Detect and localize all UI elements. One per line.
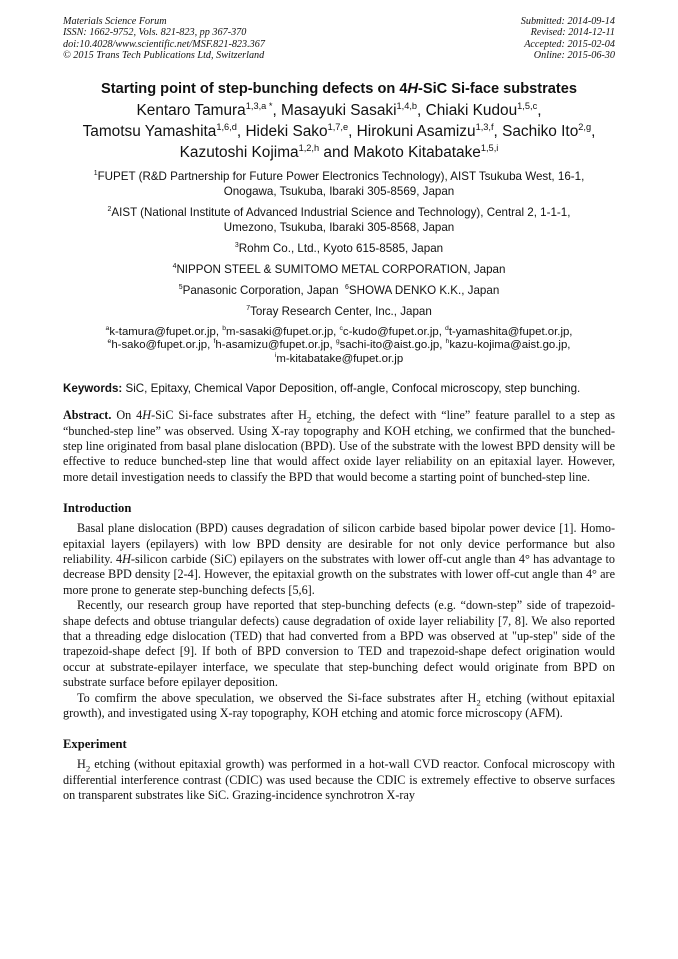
revised-date: Revised: 2014-12-11: [530, 27, 615, 39]
author-affil-marker: 1,5,c: [517, 100, 538, 111]
introduction-paragraph-2: Recently, our research group have reported that step-bunching defects (e.g. “down-step” side of trapezoid-shape defects and obtuse triangular defects) cause degradation of oxide layer reliability [7, 8]. We also reported that a threading edge dislocation (TED) that had converted from a BPD was observed at "up-step" side of the trapezoid-shape defect [9]. If both of BPD conversion to TED and trapezoid-shape defect origination would occur at substrate-epilayer interface, we speculate that step-bunching defect would originate from BPD on substrate surface before epilayer deposition.: [63, 598, 615, 690]
author-affil-marker: 1,7,e: [327, 121, 349, 132]
author-affil-marker: 1,6,d: [216, 121, 237, 132]
author-line-1: Kentaro Tamura$^{1,3,a *}$, Masayuki Sasaki$^{1,4,b}$, Chiaki Kudou$^{1,5,c}$,: [136, 100, 542, 119]
keywords-label: Keywords:: [63, 382, 123, 396]
copyright-line: © 2015 Trans Tech Publications Ltd, Switzerland: [63, 50, 265, 62]
author-name: Hideki Sako: [245, 122, 328, 140]
author-line-3: Kazutoshi Kojima$^{1,2,h}$ and Makoto Kitabatake$^{1,5,i}$: [179, 142, 499, 161]
email-line-3: $^i$m-kitabatake@fupet.or.jp: [274, 351, 404, 365]
affiliation-1: $^1$FUPET (R&D Partnership for Future Power Electronics Technology), AIST Tsukuba West, 16-1, Onogawa, Tsukuba, Ibaraki 305-8569, Japan: [93, 169, 585, 198]
doi-line: doi:10.4028/www.scientific.net/MSF.821-823.367: [63, 38, 265, 50]
author-affil-marker: 1,4,b: [396, 100, 418, 111]
author-emails: [63, 326, 615, 367]
experiment-paragraph-1: $H_2$ etching (without epitaxial growth) was performed in a hot-wall CVD reactor. Confocal microscopy with differential interference contrast (CDIC) was used because the CDIC is extremely effective to observe surfaces on transparent substrates like SiC. Grazing-incidence synchrotron X-ray: [63, 757, 615, 803]
email-address: kazu-kojima@aist.go.jp,: [449, 339, 571, 352]
author-line-2: Tamotsu Yamashita$^{1,6,d}$, Hideki Sako$^{1,7,e}$, Hirokuni Asamizu$^{1,3,f}$, Sachiko Ito$^{2,g}$,: [82, 121, 596, 140]
author-name: Sachiko Ito: [502, 122, 579, 140]
journal-header: [63, 16, 615, 62]
author-name: Kentaro Tamura: [136, 101, 246, 119]
keywords: [63, 381, 615, 396]
author-affil-marker: 1,3,f: [475, 121, 494, 132]
abstract: Abstract. On 4H-SiC Si-face substrates after $H_2$ etching, the defect with “line” feature parallel to a step as “bunched-step line” was observed. Using X-ray topography and KOH etching, we confirmed that the bunched-step line originated from basal plane dislocation (BPD). Use of the substrate with the lowest BPD density will be effective to reduce bunched-step line that would affect oxide layer reliability on an epitaxial layer. However, more detail investigation needs to classify the BPD that would become a starting point of bunched-step line.: [63, 408, 615, 484]
author-name: Tamotsu Yamashita: [82, 122, 217, 140]
author-name: Hirokuni Asamizu: [356, 122, 476, 140]
issn-line: ISSN: 1662-9752, Vols. 821-823, pp 367-370: [63, 27, 247, 39]
email-address: h-sako@fupet.or.jp,: [111, 339, 214, 352]
author-affil-marker: 1,5,i: [480, 142, 499, 153]
email-address: t-yamashita@fupet.or.jp,: [448, 325, 573, 338]
email-line-1: $^a$k-tamura@fupet.or.jp, $^b$m-sasaki@fupet.or.jp, $^c$c-kudo@fupet.or.jp, $^d$t-yamashita@fupet.or.jp,: [105, 324, 573, 338]
submission-dates: [521, 16, 615, 62]
affiliation-7: $^7$Toray Research Center, Inc., Japan: [246, 304, 432, 318]
author-list: [63, 100, 615, 163]
accepted-date: Accepted: 2015-02-04: [524, 38, 615, 50]
affiliation-3: $^3$Rohm Co., Ltd., Kyoto 615-8585, Japan: [234, 241, 444, 255]
introduction-heading: Introduction: [63, 501, 132, 516]
email-address: k-tamura@fupet.or.jp,: [109, 325, 223, 338]
email-address: sachi-ito@aist.go.jp,: [339, 339, 446, 352]
author-name: Chiaki Kudou: [425, 101, 518, 119]
paper-title: Starting point of step-bunching defects on 4H-SiC Si-face substrates: [101, 80, 577, 97]
journal-info: [63, 16, 265, 62]
author-name: Masayuki Sasaki: [281, 101, 397, 119]
introduction-paragraph-1: Basal plane dislocation (BPD) causes degradation of silicon carbide based bipolar power device [1]. Homo-epitaxial layers (epilayers) with low BPD density are desirable for not only device performance but also reliability. 4H-silicon carbide (SiC) epilayers on the substrates with lower off-cut angle than 4° has advantage to decrease BPD density [2-4]. However, the epitaxial growth on the substrates with lower off-cut angle than 4° are more prone to generate step-bunching defects [5,6].: [63, 521, 616, 597]
affiliation-2: $^2$AIST (National Institute of Advanced Industrial Science and Technology), Central 2, 1-1-1, Umezono, Tsukuba, Ibaraki 305-8568, Japan: [107, 205, 571, 234]
email-address: m-sasaki@fupet.or.jp,: [226, 325, 340, 338]
email-line-2: $^e$h-sako@fupet.or.jp, $^f$h-asamizu@fupet.or.jp, $^g$sachi-ito@aist.go.jp, $^h$kazu-kojima@aist.go.jp,: [107, 338, 571, 352]
author-name: Makoto Kitabatake: [353, 143, 481, 161]
experiment-heading: Experiment: [63, 737, 127, 752]
email-address: c-kudo@fupet.or.jp,: [342, 325, 446, 338]
author-affil-marker: 1,2,h: [298, 142, 320, 153]
author-affil-marker: 1,3,a *: [245, 100, 273, 111]
submitted-date: Submitted: 2014-09-14: [520, 16, 615, 27]
email-address: h-asamizu@fupet.or.jp,: [215, 339, 336, 352]
author-affil-marker: 2,g: [578, 121, 592, 132]
affiliation-4: $^4$NIPPON STEEL & SUMITOMO METAL CORPORATION, Japan: [172, 262, 506, 276]
affiliation-5-6: $^5$Panasonic Corporation, Japan $^6$SHOWA DENKO K.K., Japan: [178, 283, 500, 297]
journal-name: Materials Science Forum: [63, 16, 167, 27]
keywords-text: SiC, Epitaxy, Chemical Vapor Deposition, off-angle, Confocal microscopy, step bunching.: [122, 382, 581, 396]
abstract-label: Abstract.: [63, 408, 112, 423]
email-address: m-kitabatake@fupet.or.jp: [276, 352, 404, 365]
author-name: Kazutoshi Kojima: [179, 143, 299, 161]
introduction-paragraph-3: To comfirm the above speculation, we observed the Si-face substrates after $H_2$ etching (without epitaxial growth), and investigated using X-ray topography, KOH etching and atomic force microscopy (AFM).: [63, 690, 615, 721]
online-date: Online: 2015-06-30: [533, 50, 615, 62]
